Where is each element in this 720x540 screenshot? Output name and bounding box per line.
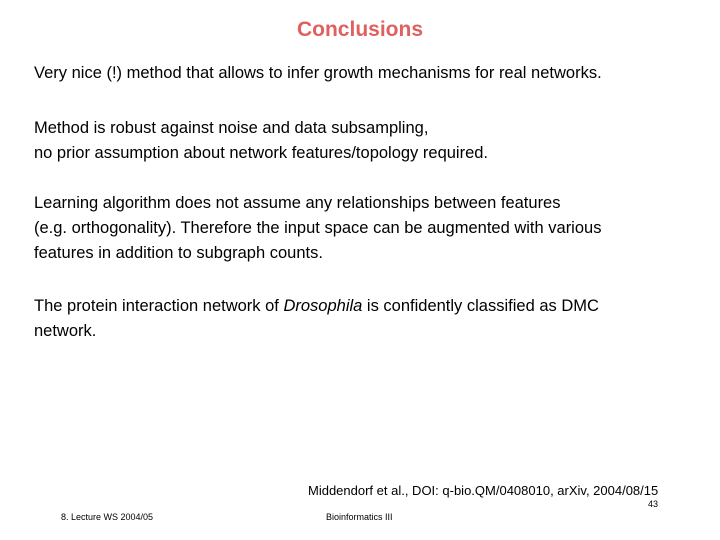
page-number: 43 [648,499,659,509]
conclusion-paragraph-2 [34,116,694,166]
text-line: Learning algorithm does not assume any relationships between features [34,194,561,212]
citation: Middendorf et al., DOI: q-bio.QM/0408010, arXiv, 2004/08/15 [308,483,659,498]
footer-lecture: 8. Lecture WS 2004/05 [61,512,154,522]
species-name: Drosophila [283,297,363,315]
text-segment: The protein interaction network of [34,297,284,315]
footer-course: Bioinformatics III [326,512,393,522]
text-line: Method is robust against noise and data subsampling, [34,119,429,137]
text-line: no prior assumption about network features/topology required. [34,144,489,162]
text-line: (e.g. orthogonality). Therefore the input space can be augmented with various [34,219,602,237]
conclusion-paragraph-1 [34,61,694,86]
slide-title: Conclusions [296,18,423,41]
text-line: network. [34,322,97,340]
text-segment: is confidently classified as DMC [362,297,599,315]
text-line: features in addition to subgraph counts. [34,244,323,262]
text-line: Very nice (!) method that allows to infer growth mechanisms for real networks. [34,64,602,82]
conclusion-paragraph-4 [34,294,694,344]
conclusion-paragraph-3 [34,191,694,266]
text-line [34,294,694,319]
